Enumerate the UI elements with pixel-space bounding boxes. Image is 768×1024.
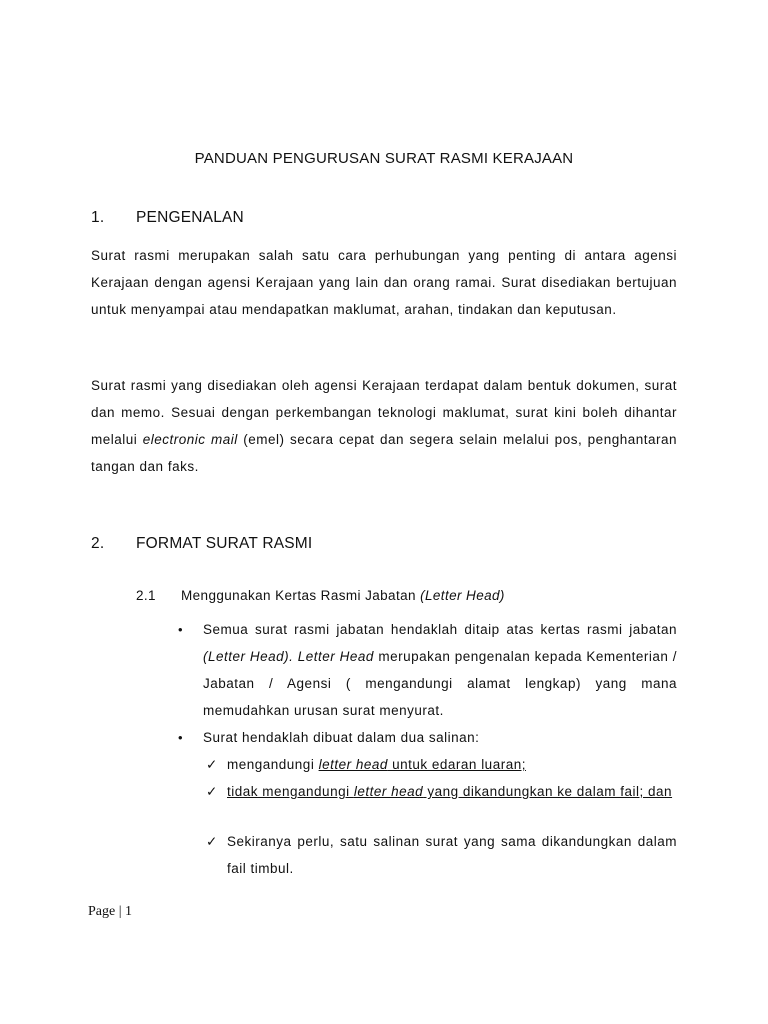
check-item-2	[227, 778, 677, 805]
check-1-underlined	[319, 757, 526, 772]
document-title: PANDUAN PENGURUSAN SURAT RASMI KERAJAAN	[194, 150, 574, 167]
check-2-text-b: yang dikandungkan ke dalam fail; dan	[423, 784, 673, 799]
section-2-heading: FORMAT SURAT RASMI	[136, 535, 313, 552]
paragraph-2-text-a: Surat rasmi yang disediakan oleh agensi Kerajaan terdapat dalam bentuk dokumen, surat dan memo. Sesuai dengan perkembangan teknologi maklumat, surat kini boleh dihantar melalui	[91, 378, 677, 447]
bullet-icon: •	[178, 622, 183, 637]
section-1-paragraph-2	[91, 372, 677, 480]
check-1-text-b: untuk edaran luaran;	[387, 757, 526, 772]
page-number: Page | 1	[88, 904, 133, 919]
check-2-italic: letter head	[353, 784, 424, 799]
check-item-3: Sekiranya perlu, satu salinan surat yang sama dikandungkan dalam fail timbul.	[227, 834, 677, 876]
paragraph-2-italic: electronic mail	[142, 432, 238, 447]
bullet-item-1	[203, 616, 677, 724]
section-1-paragraph-1: Surat rasmi merupakan salah satu cara perhubungan yang penting di antara agensi Kerajaan dengan agensi Kerajaan yang lain dan orang ramai. Surat disediakan bertujuan untuk menyampai atau mendapatkan maklumat, arahan, tindakan dan keputusan.	[91, 248, 677, 317]
check-item-1	[227, 751, 677, 778]
section-2-number: 2.	[91, 535, 105, 552]
bullet-1-text-b: merupakan pengenalan kepada Kementerian / Jabatan / Agensi ( mengandungi alamat lengkap) yang mana memudahkan urusan surat menyurat.	[203, 649, 677, 718]
bullet-icon: •	[178, 730, 183, 745]
subsection-heading	[181, 588, 505, 603]
checkmark-icon: ✓	[206, 834, 218, 849]
paragraph-2-text-b: (emel) secara cepat dan segera selain melalui pos, penghantaran tangan dan faks.	[91, 432, 677, 474]
bullet-1-italic: (Letter Head). Letter Head	[203, 649, 374, 664]
bullet-item-2: Surat hendaklah dibuat dalam dua salinan:	[203, 730, 480, 745]
section-1-heading: PENGENALAN	[136, 209, 244, 226]
subsection-number: 2.1	[136, 588, 156, 603]
checkmark-icon: ✓	[206, 784, 218, 799]
subsection-italic: (Letter Head)	[420, 588, 505, 603]
subsection-text: Menggunakan Kertas Rasmi Jabatan	[181, 588, 421, 603]
check-1-italic: letter head	[318, 757, 388, 772]
check-2-text-a: tidak mengandungi	[227, 784, 354, 799]
section-1-number: 1.	[91, 209, 105, 226]
check-1-text-a: mengandungi	[227, 757, 319, 772]
bullet-1-text-a: Semua surat rasmi jabatan hendaklah ditaip atas kertas rasmi jabatan	[203, 622, 677, 637]
checkmark-icon: ✓	[206, 757, 218, 772]
